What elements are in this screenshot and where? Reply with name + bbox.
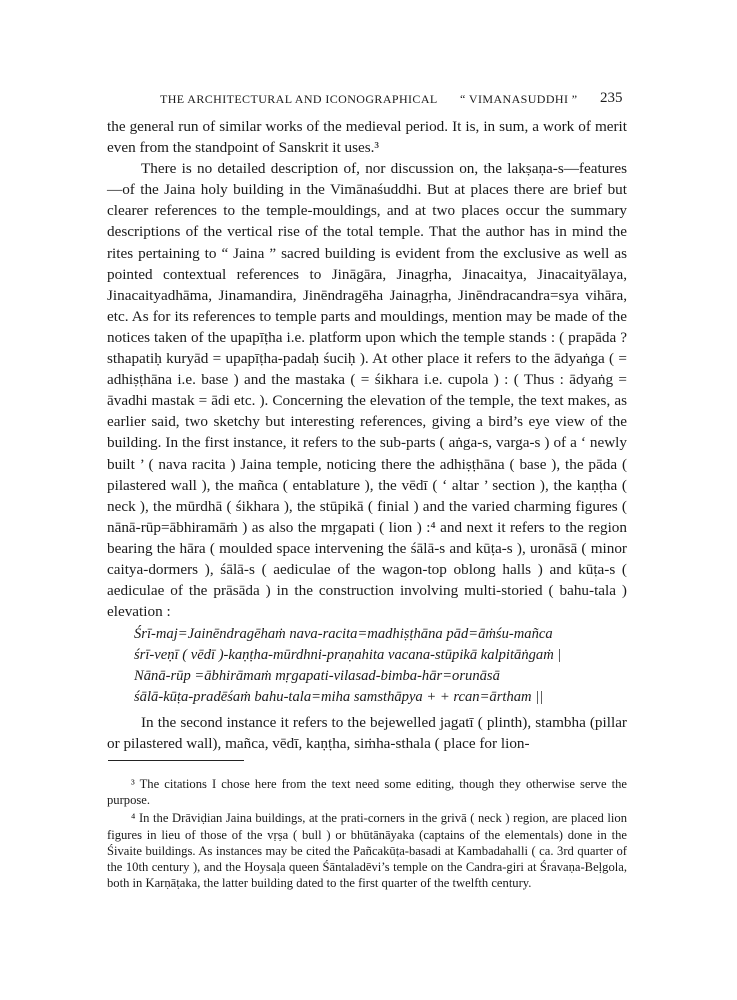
verse-line: Śrī-maj=Jainēndragēhaṁ nava-racita=madhiṣṭhāna pād=āṁśu-mañca <box>134 626 553 642</box>
verse-line: Nānā-rūp =ābhirāmaṁ mṛgapati-vilasad-bimba-hār=orunāsā <box>134 668 500 684</box>
running-title-left: THE ARCHITECTURAL AND ICONOGRAPHICAL <box>160 92 438 106</box>
page-number: 235 <box>600 90 623 106</box>
paragraph-second-instance: In the second instance it refers to the bejewelled jagatī ( plinth), stambha (pillar or pilastered wall), mañca, vēdī, kaṇṭha, siṁha-sthala ( place for lion- <box>107 714 627 753</box>
paragraph-description: There is no detailed description of, nor discussion on, the lakṣaṇa-s—features—of the Jaina holy building in the Vimānaśuddhi. But at places there are brief but clearer references to the temple-mouldings, and at two places occur the summary descriptions of the vertical rise of the total temple. That the author has in mind the rites pertaining to “ Jaina ” sacred building is evident from the exclusive as well as pointed contextual references to Jināgāra, Jinagṛha, Jinacaitya, Jinacaityālaya, Jinacaityadhāma, Jinamandira, Jinēndragēha Jainagṛha, Jinēndracandra=sya vihāra, etc. As for its references to temple parts and mouldings, mention may be made of the notices taken of the upapīṭha i.e. platform upon which the temple stands : ( prapāda ? sthapatiḥ kuryād = upapīṭha-padaḥ śuciḥ ). At other place it refers to the ādyaṅga ( = adhiṣṭhāna i.e. base ) and the mastaka ( = śikhara i.e. cupola ) : ( Thus : ādyaṅg = āvadhi mastak = ādi etc. ). Concerning the elevation of the temple, the text makes, as earlier said, two sketchy but interesting references, giving a bird’s eye view of the building. In the first instance, it refers to the sub-parts ( aṅga-s, varga-s ) of a ‘ newly built ’ ( nava racita ) Jaina temple, noticing there the adhiṣṭhāna ( base ), the pāda ( pilastered wall ), the mañca ( entablature ), the vēdī ( ‘ altar ’ section ), the kaṇṭha ( neck ), the mūrdhā ( śikhara ), the stūpikā ( finial ) and the varied charming figures ( nānā-rūp=ābhiramāṁ ) as also the mṛgapati ( lion ) :⁴ and next it refers to the region bearing the hāra ( moulded space intervening the śālā-s and kūṭa-s ), uronāsā ( minor caitya-dormers ), śālā-s ( aediculae of the wagon-top oblong halls ) and kūṭa-s ( aediculae of the prāsāda ) in the construction involving multi-storied ( bahu-tala ) elevation : <box>107 160 627 621</box>
verse-line: śrī-veṇī ( vēdī )-kaṇṭha-mūrdhni-praṇahita vacana-stūpikā kalpitāṅgaṁ | <box>134 647 562 663</box>
footnote-4: ⁴ In the Drāviḍian Jaina buildings, at the prati-corners in the grivā ( neck ) region, are placed lion figures in lieu of those of the vṛṣa ( bull ) or bhūtānāyaka (captains of the elementals) done in the Śivaite buildings. As instances may be cited the Pañcakūṭa-basadi at Kambadahalli ( ca. 3rd quarter of the 10th century ), and the Hoysaḷa queen Śāntaladēvi’s temple on the Candra-giri at Śravaṇa-Beḷgola, both in Karṇāṭaka, the latter building dated to the first quarter of the twelfth century. <box>107 811 627 891</box>
main-text <box>107 116 627 622</box>
sanskrit-verse <box>134 624 614 708</box>
paragraph-continuation: the general run of similar works of the medieval period. It is, in sum, a work of merit even from the standpoint of Sanskrit it uses.³ <box>107 118 627 157</box>
second-instance-text <box>107 712 627 754</box>
verse-line: śālā-kūṭa-pradēśaṁ bahu-tala=miha samsthāpya + + rcan=ārtham || <box>134 689 544 705</box>
running-title-right: “ VIMANASUDDHI ” <box>460 92 578 106</box>
footnotes <box>107 776 627 893</box>
footnote-rule <box>108 760 244 761</box>
footnote-3: ³ The citations I chose here from the text need some editing, though they otherwise serve the purpose. <box>107 777 627 808</box>
